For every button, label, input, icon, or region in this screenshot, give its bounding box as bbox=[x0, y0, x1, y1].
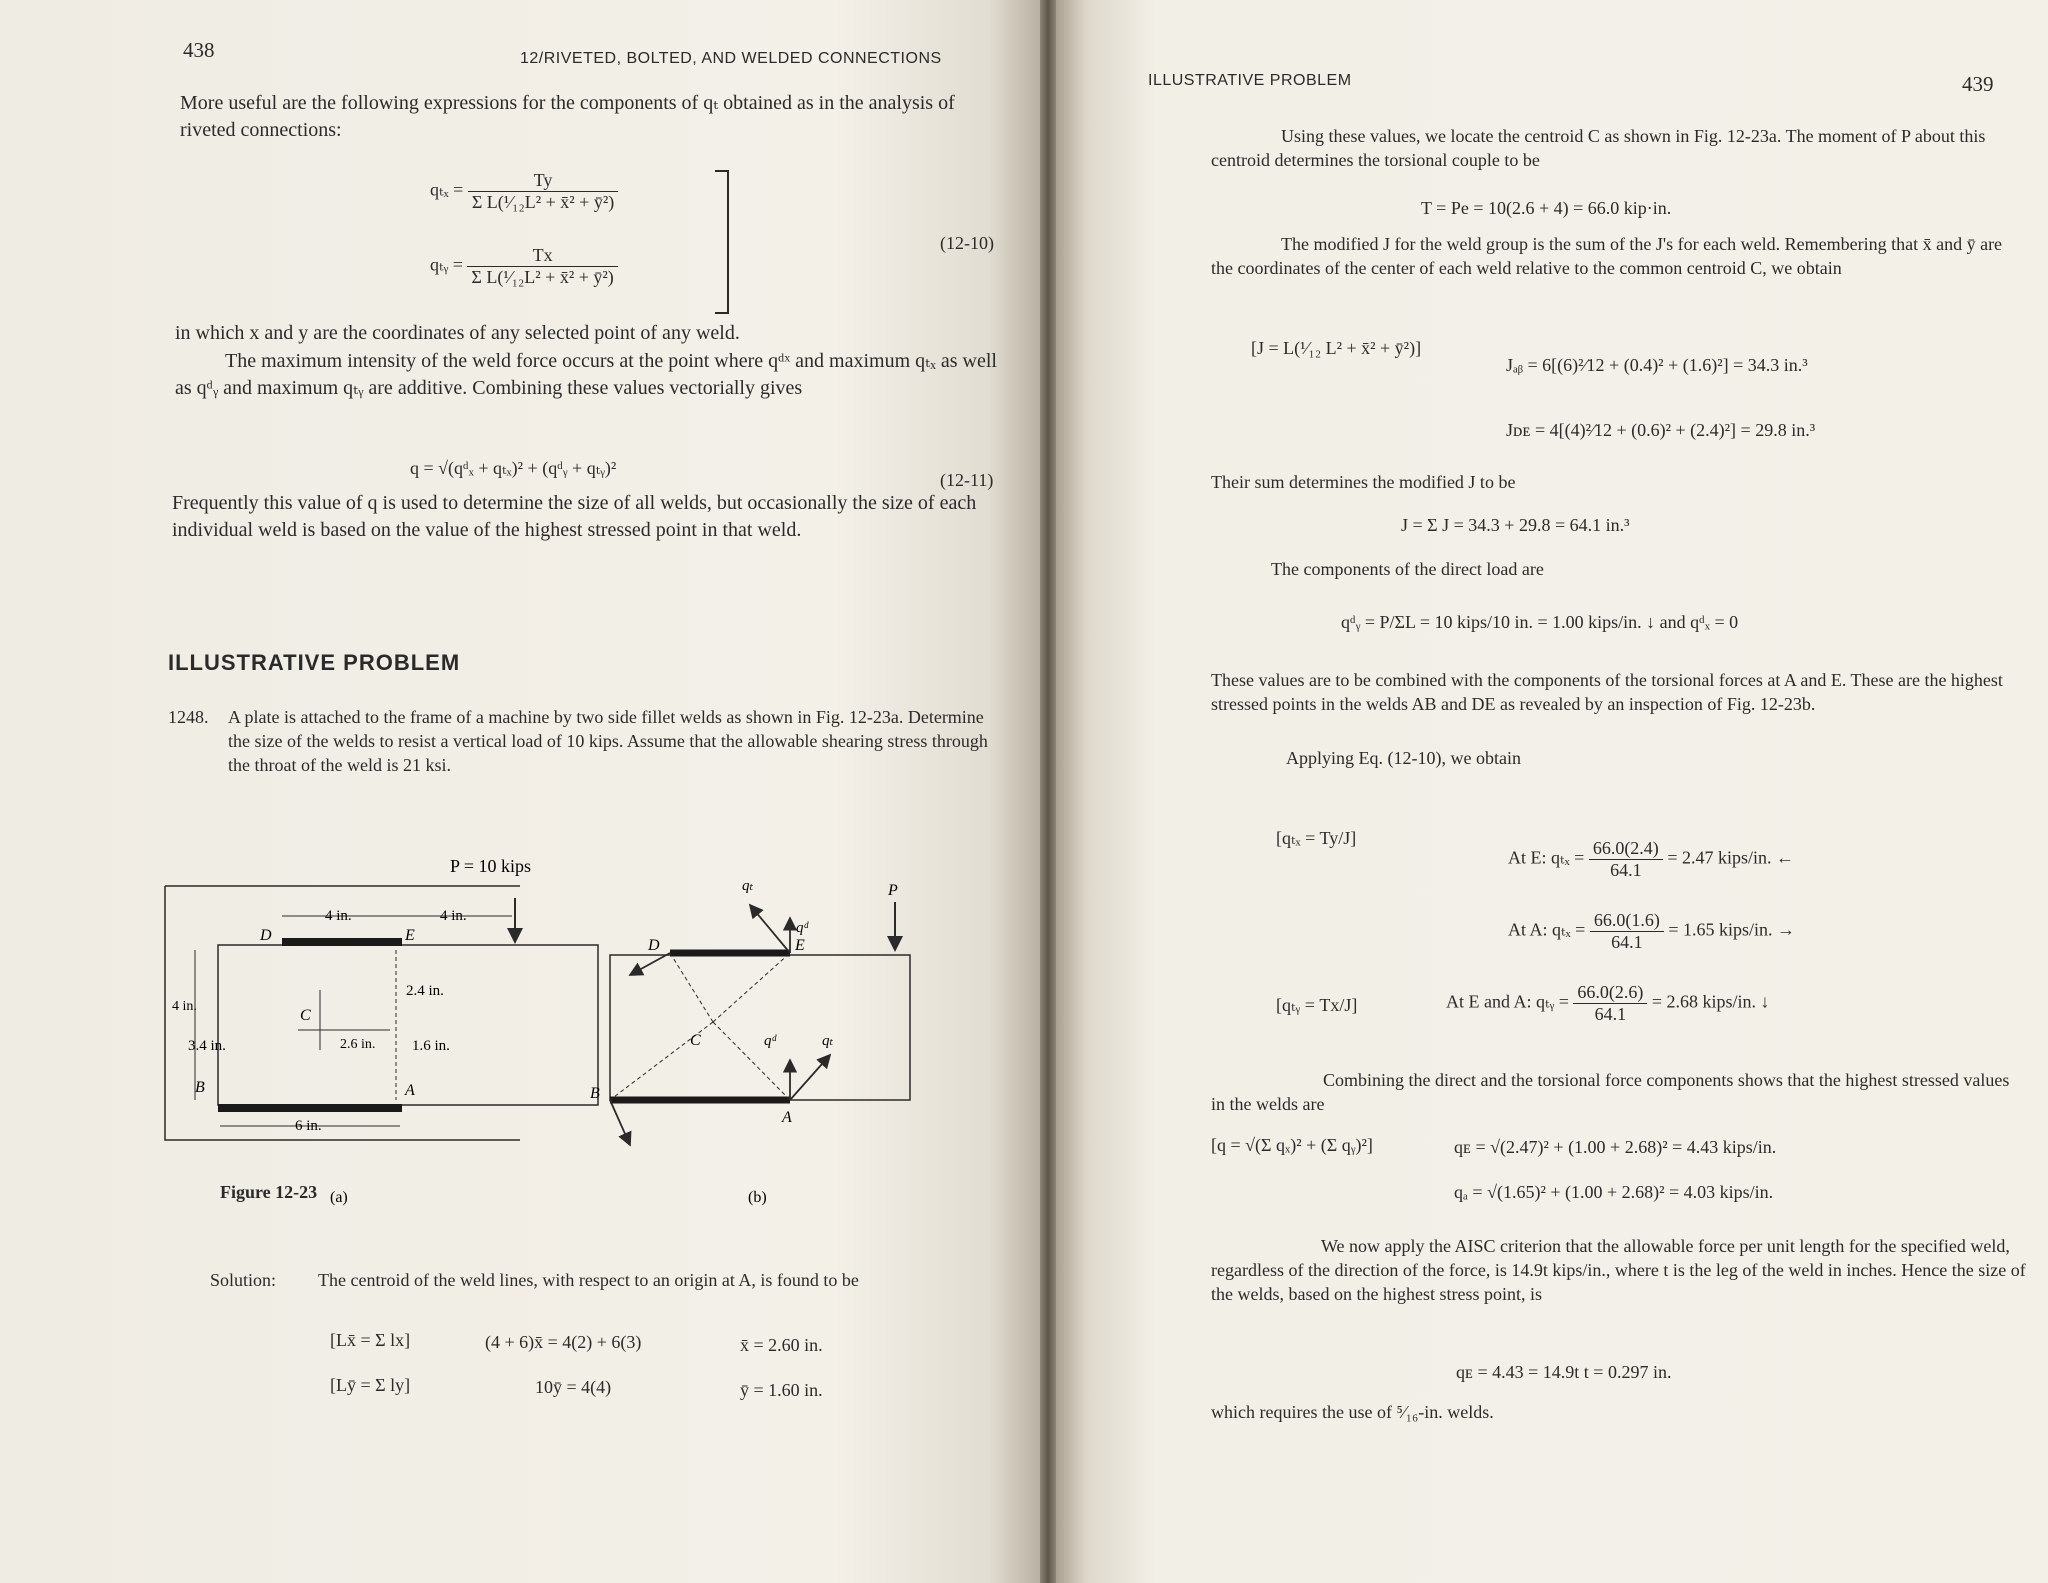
paragraph: Using these values, we locate the centroid C as shown in Fig. 12-23a. The moment of P about this centroid determines the torsional couple to be bbox=[1211, 126, 1986, 170]
dim-label: 3.4 in. bbox=[188, 1038, 226, 1054]
j-rule: [J = L(¹⁄₁₂ L² + x̄² + ȳ²)] bbox=[1251, 338, 1422, 358]
subfigure-label: (b) bbox=[748, 1189, 767, 1206]
paragraph: The modified J for the weld group is the sum of the J's for each weld. Remembering that x̄ and ȳ are the coordinates of the center of each weld relative to the common centroid C, we obtain bbox=[1211, 234, 2003, 278]
point-label: A bbox=[782, 1109, 792, 1126]
paragraph: The components of the direct load are bbox=[1271, 559, 1544, 579]
solution-text: The centroid of the weld lines, with respect to an origin at A, is found to be bbox=[318, 1270, 859, 1290]
eq-fraction bbox=[468, 170, 618, 213]
point-label: D bbox=[648, 937, 660, 954]
row-at: At E: bbox=[1508, 847, 1547, 868]
row-den: 64.1 bbox=[1594, 1004, 1627, 1024]
point-label: C bbox=[300, 1007, 311, 1024]
paragraph: Frequently this value of q is used to determine the size of all welds, but occasionally the size of each individual weld is based on the value of the highest stressed point in that weld. bbox=[172, 492, 977, 541]
load-label: P bbox=[888, 882, 898, 899]
section-heading: ILLUSTRATIVE PROBLEM bbox=[168, 650, 461, 675]
row-result: = 1.65 kips/in. → bbox=[1668, 919, 1795, 940]
dim-label: 4 in. bbox=[172, 999, 197, 1014]
force-arrow bbox=[630, 953, 670, 975]
direct-load-equation: qᵈᵧ = P/ΣL = 10 kips/10 in. = 1.00 kips/in. ↓ and qᵈₓ = 0 bbox=[1341, 612, 1739, 632]
row-q: qₜₓ = bbox=[1552, 919, 1586, 940]
load-label: P = 10 kips bbox=[450, 856, 531, 876]
dim-label: 4 in. bbox=[325, 908, 352, 924]
plate-outline bbox=[218, 945, 598, 1105]
final-equation: qᴇ = 4.43 = 14.9t t = 0.297 in. bbox=[1456, 1362, 1672, 1382]
force-arrow bbox=[790, 1055, 830, 1100]
eq-1210-label: (12-10) bbox=[940, 233, 994, 253]
point-label: B bbox=[590, 1085, 600, 1102]
dim-label: 1.6 in. bbox=[412, 1038, 450, 1054]
eq-lhs: qₜᵧ = bbox=[430, 254, 463, 275]
point-label: B bbox=[195, 1079, 205, 1096]
centroid-result: x̄ = 2.60 in. bbox=[740, 1335, 823, 1355]
problem-text: A plate is attached to the frame of a machine by two side fillet welds as shown in Fig. 12-23a. Determine the size of the welds to resist a vertical load of 10 kips. Assume that the allowable shearing stress through the throat of the weld is 21 ksi. bbox=[228, 707, 988, 775]
figure-a bbox=[165, 856, 598, 1206]
eq-fraction bbox=[467, 245, 617, 288]
running-head: ILLUSTRATIVE PROBLEM bbox=[1148, 72, 1352, 89]
torsion-rule-y: [qₜᵧ = Tx/J] bbox=[1276, 995, 1358, 1015]
eq-1211-label: (12-11) bbox=[940, 470, 994, 490]
point-label: C bbox=[690, 1032, 701, 1049]
eq-numerator: Ty bbox=[468, 170, 618, 192]
radius-line bbox=[713, 1022, 790, 1100]
row-q: qₜᵧ = bbox=[1536, 991, 1569, 1012]
torsion-rule-x: [qₜₓ = Ty/J] bbox=[1276, 828, 1357, 848]
radius-line bbox=[670, 953, 713, 1022]
dim-label: 6 in. bbox=[295, 1118, 322, 1134]
eq-denominator: Σ L(¹⁄₁₂L² + x̄² + ȳ²) bbox=[471, 192, 615, 212]
centroid-calc: (4 + 6)x̄ = 4(2) + 6(3) bbox=[485, 1332, 642, 1352]
figure-caption: Figure 12-23 bbox=[220, 1182, 318, 1202]
row-num: 66.0(2.6) bbox=[1573, 982, 1647, 1004]
torsion-row bbox=[1508, 838, 1794, 881]
paragraph: These values are to be combined with the components of the torsional forces at A and E. These are the highest stressed points in the welds AB and DE as revealed by an inspection of Fig. 12-23b. bbox=[1211, 670, 2003, 714]
point-label: D bbox=[260, 927, 272, 944]
centroid-calc: 10ȳ = 4(4) bbox=[535, 1377, 612, 1397]
force-arrow bbox=[610, 1100, 630, 1145]
subfigure-label: (a) bbox=[330, 1189, 348, 1206]
radius-line bbox=[713, 953, 790, 1022]
force-arrow bbox=[750, 905, 790, 953]
eq-1210-y bbox=[430, 245, 618, 288]
eq-1210-x bbox=[430, 170, 618, 213]
eq-numerator: Tx bbox=[467, 245, 617, 267]
j-ab-equation: Jₐᵦ = 6[(6)²⁄12 + (0.4)² + (1.6)²] = 34.3 in.³ bbox=[1506, 355, 1808, 375]
solution-label: Solution: bbox=[210, 1270, 277, 1290]
row-den: 64.1 bbox=[1610, 860, 1642, 880]
row-result: = 2.68 kips/in. ↓ bbox=[1651, 991, 1770, 1012]
q-e-equation: qᴇ = √(2.47)² + (1.00 + 2.68)² = 4.43 kips/in. bbox=[1454, 1137, 1777, 1157]
q-a-equation: qₐ = √(1.65)² + (1.00 + 2.68)² = 4.03 kips/in. bbox=[1454, 1182, 1774, 1202]
point-label: A bbox=[405, 1082, 415, 1099]
paragraph: The maximum intensity of the weld force occurs at the point where qᵈˣ and maximum qₜₓ as well as qᵈᵧ and maximum qₜᵧ are additive. Combining these values vectorially gives bbox=[175, 350, 997, 399]
eq-brace bbox=[715, 170, 729, 314]
j-sum-equation: J = Σ J = 34.3 + 29.8 = 64.1 in.³ bbox=[1401, 515, 1630, 535]
eq-lhs: qₜₓ = bbox=[430, 179, 464, 200]
force-label: qₜ bbox=[822, 1033, 834, 1049]
row-fraction bbox=[1589, 838, 1663, 881]
centroid-rule: [Lȳ = Σ ly] bbox=[330, 1375, 411, 1395]
problem-number: 1248. bbox=[168, 707, 209, 727]
paragraph: Their sum determines the modified J to be bbox=[1211, 472, 1516, 492]
eq-1211: q = √(qᵈₓ + qₜₓ)² + (qᵈᵧ + qₜᵧ)² bbox=[410, 458, 617, 478]
paragraph: in which x and y are the coordinates of any selected point of any weld. bbox=[175, 322, 740, 344]
force-label: qᵈ bbox=[796, 920, 809, 936]
book-gutter bbox=[1040, 0, 1056, 1583]
row-at: At E and A: bbox=[1446, 991, 1532, 1012]
paragraph: Combining the direct and the torsional force components shows that the highest stressed values in the welds are bbox=[1211, 1070, 2010, 1114]
centroid-rule: [Lx̄ = Σ lx] bbox=[330, 1330, 411, 1350]
plate-outline bbox=[610, 955, 910, 1100]
paragraph: Applying Eq. (12-10), we obtain bbox=[1286, 748, 1521, 768]
torsion-row bbox=[1508, 910, 1795, 953]
page-number: 438 bbox=[183, 38, 215, 62]
figure-12-23 bbox=[150, 850, 1000, 1230]
torque-equation: T = Pe = 10(2.6 + 4) = 66.0 kip·in. bbox=[1421, 198, 1672, 218]
paragraph: We now apply the AISC criterion that the allowable force per unit length for the specified weld, regardless of the direction of the force, is 14.9t kips/in., where t is the leg of the weld in inches. Hence the size of the welds, based on the highest stress point, is bbox=[1211, 1236, 2026, 1304]
row-q: qₜₓ = bbox=[1551, 847, 1585, 868]
right-page bbox=[1056, 0, 2048, 1583]
row-result: = 2.47 kips/in. ← bbox=[1667, 847, 1794, 868]
figure-b bbox=[590, 878, 910, 1206]
combine-rule: [q = √(Σ qₓ)² + (Σ qᵧ)²] bbox=[1211, 1135, 1373, 1155]
row-num: 66.0(1.6) bbox=[1590, 910, 1664, 932]
running-head: 12/RIVETED, BOLTED, AND WELDED CONNECTIONS bbox=[520, 50, 942, 67]
page-number: 439 bbox=[1962, 72, 1994, 96]
force-label: qₜ bbox=[742, 878, 754, 894]
dim-label: 2.6 in. bbox=[340, 1037, 376, 1052]
row-at: At A: bbox=[1508, 919, 1548, 940]
eq-denominator: Σ L(¹⁄₁₂L² + x̄² + ȳ²) bbox=[471, 267, 614, 287]
intro-paragraph: More useful are the following expressions for the components of qₜ obtained as in the analysis of riveted connections: bbox=[180, 92, 955, 141]
row-fraction bbox=[1590, 910, 1664, 953]
paragraph: which requires the use of ⁵⁄₁₆-in. welds. bbox=[1211, 1402, 1494, 1422]
dim-label: 4 in. bbox=[440, 908, 467, 924]
row-den: 64.1 bbox=[1611, 932, 1643, 952]
point-label: E bbox=[795, 937, 805, 954]
row-num: 66.0(2.4) bbox=[1589, 838, 1663, 860]
torsion-row bbox=[1446, 982, 1770, 1025]
dim-label: 2.4 in. bbox=[406, 983, 444, 999]
centroid-result: ȳ = 1.60 in. bbox=[740, 1380, 823, 1400]
j-de-equation: Jᴅᴇ = 4[(4)²⁄12 + (0.6)² + (2.4)²] = 29.8 in.³ bbox=[1506, 420, 1816, 440]
point-label: E bbox=[405, 927, 415, 944]
row-fraction bbox=[1573, 982, 1647, 1025]
force-label: qᵈ bbox=[764, 1033, 777, 1049]
